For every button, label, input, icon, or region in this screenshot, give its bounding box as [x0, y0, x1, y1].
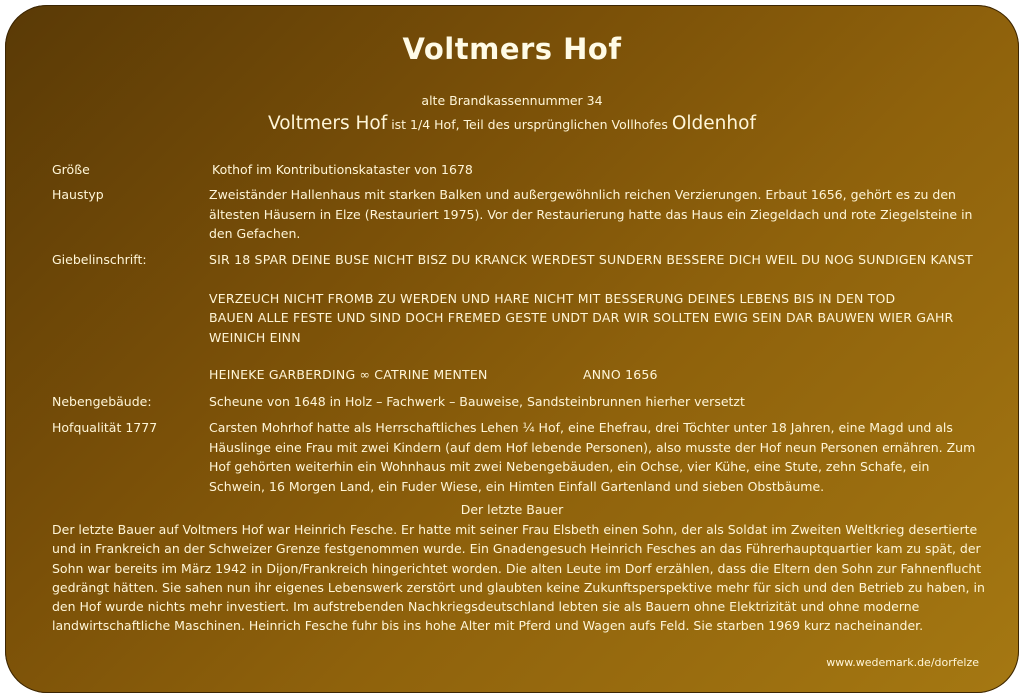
giebel-line2: VERZEUCH NICHT FROMB ZU WERDEN UND HARE NICHT MIT BESSERUNG DEINES LEBENS BIS IN DEN TOD: [209, 291, 896, 306]
giebel-names: HEINEKE GARBERDING ∞ CATRINE MENTEN: [209, 367, 488, 382]
page-subtitle: alte Brandkassennummer 34: [421, 93, 603, 108]
intro-middle: ist 1/4 Hof, Teil des ursprünglichen Vollhofes: [387, 117, 672, 132]
neben-label: Nebengebäude:: [52, 394, 152, 409]
page-title: Voltmers Hof: [402, 32, 622, 66]
intro-origin: Oldenhof: [671, 113, 756, 134]
hofqualitaet-label: Hofqualität 1777: [52, 420, 158, 435]
giebel-line1: SIR 18 SPAR DEINE BUSE NICHT BISZ DU KRANCK WERDEST SUNDERN BESSERE DICH WEIL DU NOG SUNDIGEN KANST: [209, 252, 974, 267]
groesse-label: Größe: [52, 162, 90, 177]
haustyp-label: Haustyp: [52, 187, 104, 202]
giebel-label: Giebelinschrift:: [52, 252, 147, 267]
giebel-line3: BAUEN ALLE FESTE UND SIND DOCH FREMED GESTE UNDT DAR WIR SOLLTEN EWIG SEIN DAR BAUWEN WIER GAHR WEINICH EINN: [209, 310, 954, 345]
hofqualitaet-value: Carsten Mohrhof hatte als Herrschaftliches Lehen ¼ Hof, eine Ehefrau, drei Töchter unter 18 Jahren, eine Magd und als Häuslinge eine Frau mit zwei Kindern (auf dem Hof lebende Personen), also musste der Hof neun Personen ernähren. Zum Hof gehörten weiterhin ein Wohnhaus mit zwei Nebengebäuden, ein Ochse, vier Kühe, eine Stute, zehn Schafe, ein Schwein, 16 Morgen Land, ein Fuder Wiese, ein Himten Einfall Gartenland und sieben Obstbäume.: [209, 420, 976, 494]
intro-line: [0, 113, 1024, 134]
giebel-anno: ANNO 1656: [583, 367, 658, 382]
haustyp-value: Zweiständer Hallenhaus mit starken Balken und außergewöhnlich reichen Verzierungen. Erbaut 1656, gehört es zu den ältesten Häusern in Elze (Restauriert 1975). Vor der Restaurierung hatte das Haus ein Ziegeldach und rote Ziegelsteine in den Gefachen.: [209, 187, 973, 241]
neben-value: Scheune von 1648 in Holz – Fachwerk – Bauweise, Sandsteinbrunnen hierher versetzt: [209, 394, 745, 409]
giebel-signature: [209, 365, 989, 385]
last-farmer-text: Der letzte Bauer auf Voltmers Hof war Heinrich Fesche. Er hatte mit seiner Frau Elsbeth einen Sohn, der als Soldat im Zweiten Weltkrieg desertierte und in Frankreich an der Schweizer Grenze festgenommen wurde. Ein Gnadengesuch Heinrich Fesches an das Führerhauptquartier kam zu spät, der Sohn war bereits im März 1942 in Dijon/Frankreich hingerichtet worden. Die alten Leute im Dorf erzählen, dass die Eltern den Sohn zur Fahnenflucht gedrängt hätten. Sie sahen nun ihr eigenes Lebenswerk zerstört und glaubten keine Zukunftsperspektive mehr für sich und den Betrieb zu haben, in den Hof wurde nichts mehr investiert. Im aufstrebenden Nachkriegsdeutschland lebten sie als Bauern ohne Elektrizität und ohne moderne landwirtschaftliche Maschinen. Heinrich Fesche fuhr bis ins hohe Alter mit Pferd und Wagen aufs Feld. Sie starben 1969 kurz nacheinander.: [52, 522, 985, 634]
footer-url: www.wedemark.de/dorfelze: [826, 656, 979, 669]
intro-name: Voltmers Hof: [268, 113, 388, 134]
last-farmer-heading: Der letzte Bauer: [460, 502, 564, 517]
groesse-value: Kothof im Kontributionskataster von 1678: [212, 162, 473, 177]
